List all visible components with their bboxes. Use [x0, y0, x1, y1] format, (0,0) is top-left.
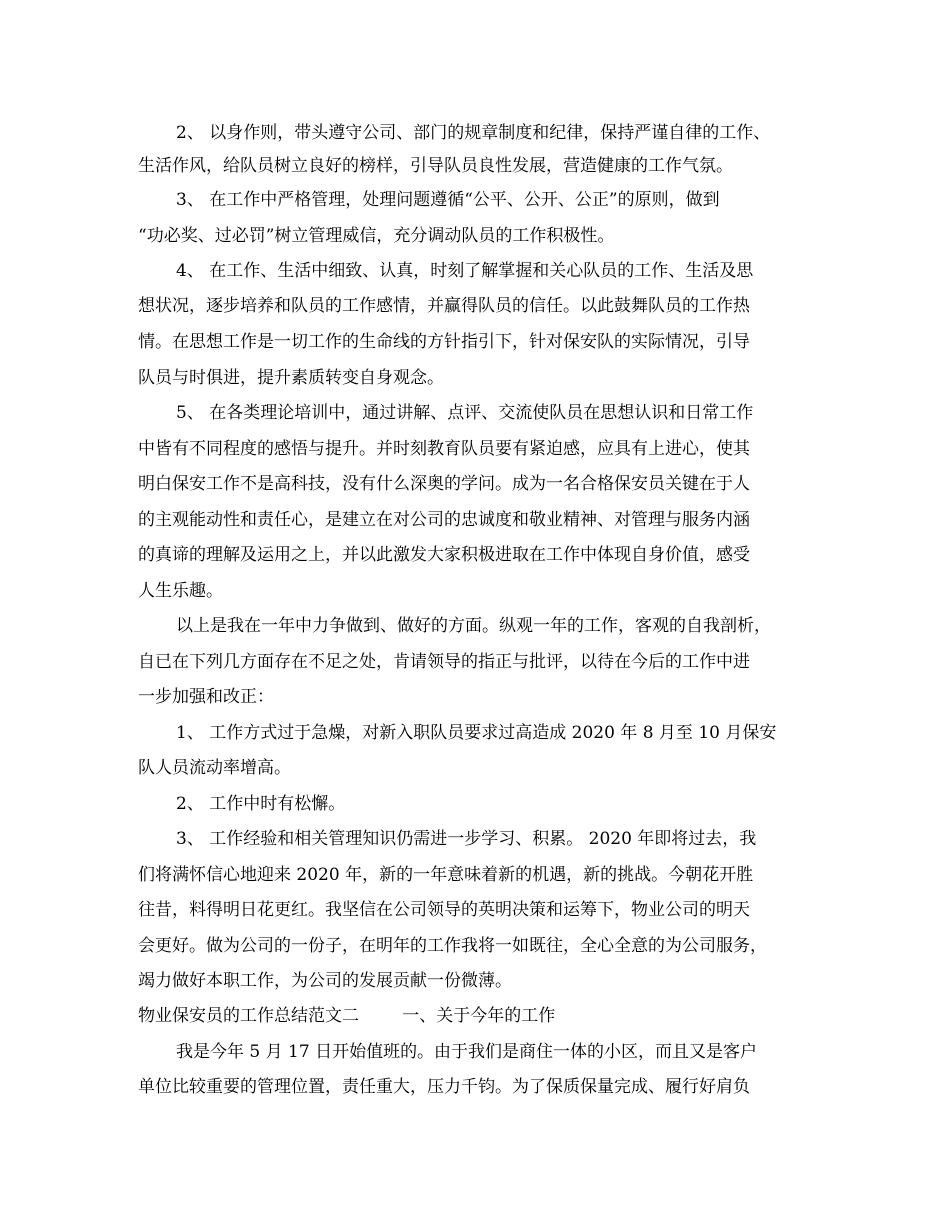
- text-line: 1、 工作方式过于急燥，对新入职队员要求过高造成 2020 年 8 月至 10 月保安: [176, 723, 777, 743]
- text-line: 的主观能动性和责任心，是建立在对公司的忠诚度和敬业精神、对管理与服务内涵: [138, 510, 750, 530]
- text-line: 往昔，料得明日花更红。我坚信在公司领导的英明决策和运筹下，物业公司的明天: [138, 900, 750, 920]
- text-line: 单位比较重要的管理位置，责任重大，压力千钧。为了保质保量完成、履行好肩负: [138, 1077, 750, 1097]
- text-line: 2、 工作中时有松懈。: [176, 794, 346, 814]
- text-line: 中皆有不同程度的感悟与提升。并时刻教育队员要有紧迫感，应具有上进心，使其: [138, 439, 750, 459]
- text-line: 2、 以身作则，带头遵守公司、部门的规章制度和纪律，保持严谨自律的工作、: [176, 123, 771, 143]
- text-line: 人生乐趣。: [138, 581, 223, 601]
- section-heading: 物业保安员的工作总结范文二 一、关于今年的工作: [138, 1006, 556, 1026]
- text-line: 想状况，逐步培养和队员的工作感情，并赢得队员的信任。以此鼓舞队员的工作热: [138, 296, 750, 316]
- text-line: 明白保安工作不是高科技，没有什么深奥的学问。成为一名合格保安员关键在于人: [138, 474, 750, 494]
- text-line: 自已在下列几方面存在不足之处，肯请领导的指正与批评，以待在今后的工作中进: [138, 652, 750, 672]
- text-line: 以上是我在一年中力争做到、做好的方面。纵观一年的工作，客观的自我剖析，: [176, 616, 771, 636]
- text-line: 会更好。做为公司的一份子，在明年的工作我将一如既往，全心全意的为公司服务，: [138, 936, 767, 956]
- text-line: 我是今年 5 月 17 日开始值班的。由于我们是商住一体的小区，而且又是客户: [176, 1042, 758, 1062]
- text-line: 竭力做好本职工作，为公司的发展贡献一份微薄。: [138, 971, 512, 991]
- text-line: 一步加强和改正：: [138, 687, 274, 707]
- text-line: 3、 工作经验和相关管理知识仍需进一步学习、积累。 2020 年即将过去，我: [176, 829, 757, 849]
- text-line: 4、 在工作、生活中细致、认真，时刻了解掌握和关心队员的工作、生活及思: [176, 261, 754, 281]
- text-line: 生活作风，给队员树立良好的榜样，引导队员良性发展，营造健康的工作气氛。: [138, 156, 733, 176]
- text-line: 队人员流动率增高。: [138, 758, 291, 778]
- text-line: 的真谛的理解及运用之上，并以此激发大家积极进取在工作中体现自身价值，感受: [138, 545, 750, 565]
- text-line: 3、 在工作中严格管理，处理问题遵循“公平、公开、公正”的原则，做到: [176, 190, 720, 210]
- text-line: “功必奖、过必罚”树立管理威信，充分调动队员的工作积极性。: [138, 226, 615, 246]
- text-line: 们将满怀信心地迎来 2020 年，新的一年意味着新的机遇，新的挑战。今朝花开胜: [138, 865, 754, 885]
- text-line: 5、 在各类理论培训中，通过讲解、点评、交流使队员在思想认识和日常工作: [176, 403, 754, 423]
- text-line: 队员与时俱进，提升素质转变自身观念。: [138, 368, 444, 388]
- text-line: 情。在思想工作是一切工作的生命线的方针指引下，针对保安队的实际情况，引导: [138, 332, 750, 352]
